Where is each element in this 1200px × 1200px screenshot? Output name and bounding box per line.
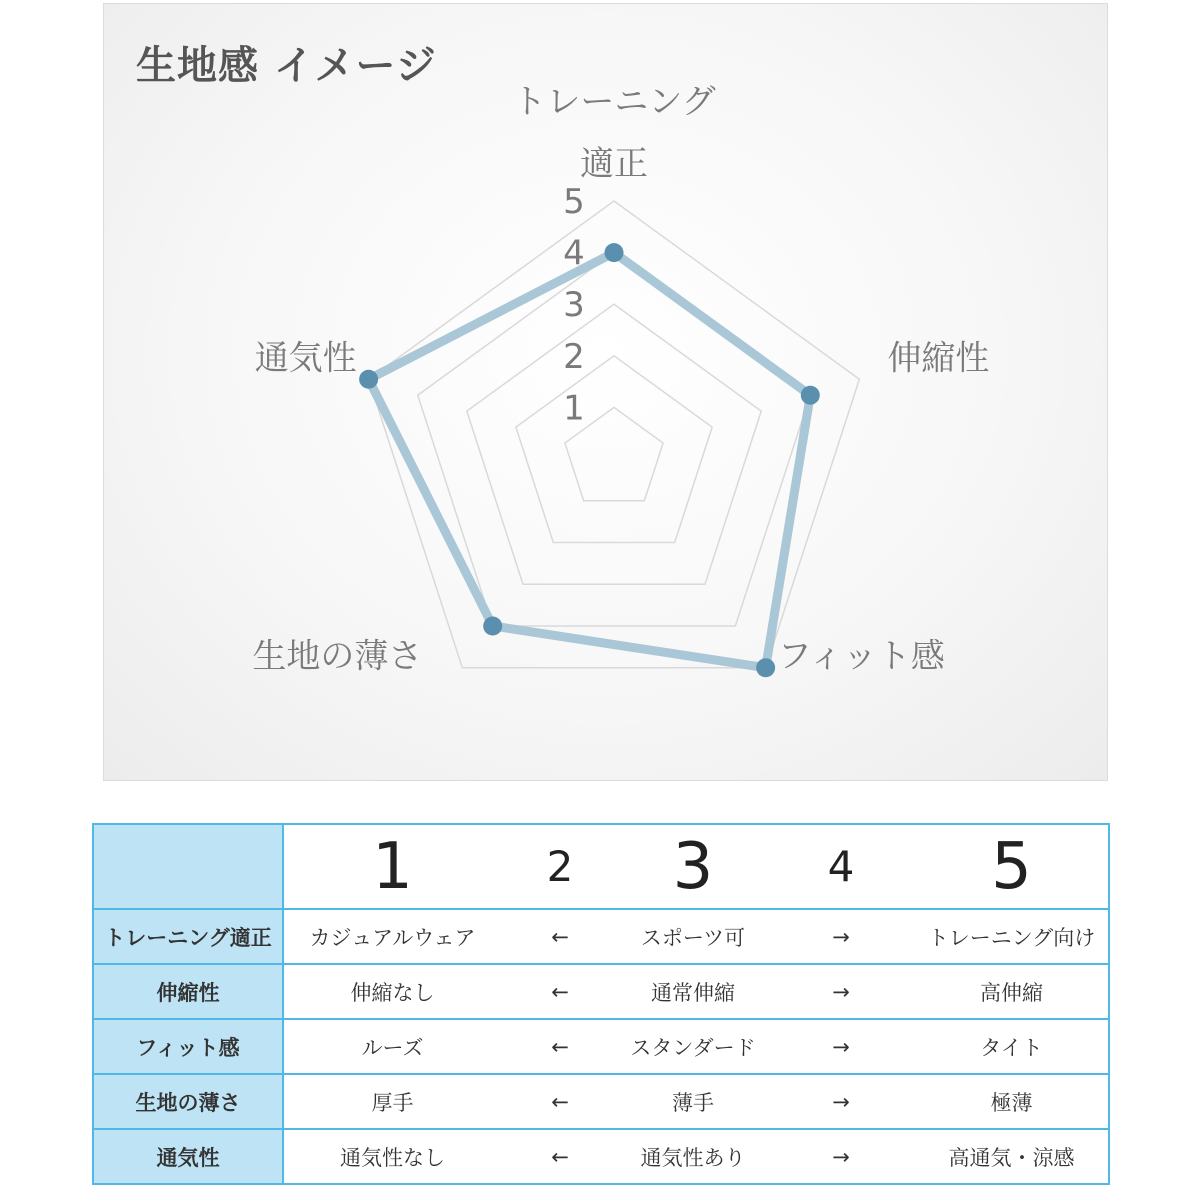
table-row — [93, 1129, 1109, 1184]
level-5-cell: 極薄 — [915, 1074, 1109, 1129]
chart-title: 生地感 イメージ — [136, 43, 437, 89]
data-point — [483, 616, 502, 635]
tick-label: 3 — [563, 285, 585, 326]
radar-chart — [104, 4, 1109, 782]
level-3-cell: 通気性あり — [619, 1129, 767, 1184]
data-point — [756, 658, 775, 677]
level-3-cell: スタンダード — [619, 1019, 767, 1074]
level-4-header: 4 — [767, 824, 915, 909]
rating-table — [92, 823, 1110, 1185]
series-line — [369, 253, 811, 668]
level-1-cell: 通気性なし — [283, 1129, 501, 1184]
row-label: トレーニング適正 — [93, 909, 283, 964]
row-label: フィット感 — [93, 1019, 283, 1074]
level-3-cell: 薄手 — [619, 1074, 767, 1129]
table-corner-cell — [93, 824, 283, 909]
data-point — [801, 386, 820, 405]
level-5-cell: 高通気・涼感 — [915, 1129, 1109, 1184]
right-arrow: → — [767, 1129, 915, 1184]
table-row — [93, 1019, 1109, 1074]
left-arrow: ← — [501, 909, 619, 964]
left-arrow: ← — [501, 1019, 619, 1074]
left-arrow: ← — [501, 1129, 619, 1184]
level-5-cell: 高伸縮 — [915, 964, 1109, 1019]
right-arrow: → — [767, 964, 915, 1019]
tick-label: 5 — [563, 182, 585, 222]
row-label: 通気性 — [93, 1129, 283, 1184]
level-3-cell: スポーツ可 — [619, 909, 767, 964]
tick-label: 2 — [563, 336, 585, 377]
level-1-header: 1 — [283, 824, 501, 909]
level-1-cell: 厚手 — [283, 1074, 501, 1129]
row-label: 伸縮性 — [93, 964, 283, 1019]
tick-label: 4 — [563, 233, 585, 274]
level-2-header: 2 — [501, 824, 619, 909]
chart-panel — [103, 3, 1108, 781]
level-3-cell: 通常伸縮 — [619, 964, 767, 1019]
level-3-header: 3 — [619, 824, 767, 909]
grid-ring — [369, 201, 860, 668]
table-row — [93, 909, 1109, 964]
table-row — [93, 1074, 1109, 1129]
data-point — [359, 370, 378, 389]
level-5-cell: タイト — [915, 1019, 1109, 1074]
axis-label: トレーニング — [512, 82, 716, 122]
table-row — [93, 964, 1109, 1019]
axis-label: フィット感 — [777, 636, 945, 677]
right-arrow: → — [767, 1074, 915, 1129]
right-arrow: → — [767, 909, 915, 964]
level-1-cell: カジュアルウェア — [283, 909, 501, 964]
axis-label: 生地の薄さ — [252, 636, 423, 677]
tick-label: 1 — [563, 388, 585, 429]
right-arrow: → — [767, 1019, 915, 1074]
left-arrow: ← — [501, 1074, 619, 1129]
axis-label: 伸縮性 — [887, 338, 990, 379]
level-1-cell: 伸縮なし — [283, 964, 501, 1019]
grid-ring — [516, 356, 712, 543]
axis-label: 通気性 — [254, 338, 357, 379]
level-1-cell: ルーズ — [283, 1019, 501, 1074]
table-header-row — [93, 824, 1109, 909]
row-label: 生地の薄さ — [93, 1074, 283, 1129]
level-5-cell: トレーニング向け — [915, 909, 1109, 964]
level-5-header: 5 — [915, 824, 1109, 909]
left-arrow: ← — [501, 964, 619, 1019]
data-point — [605, 243, 624, 262]
axis-label: 適正 — [580, 144, 648, 184]
